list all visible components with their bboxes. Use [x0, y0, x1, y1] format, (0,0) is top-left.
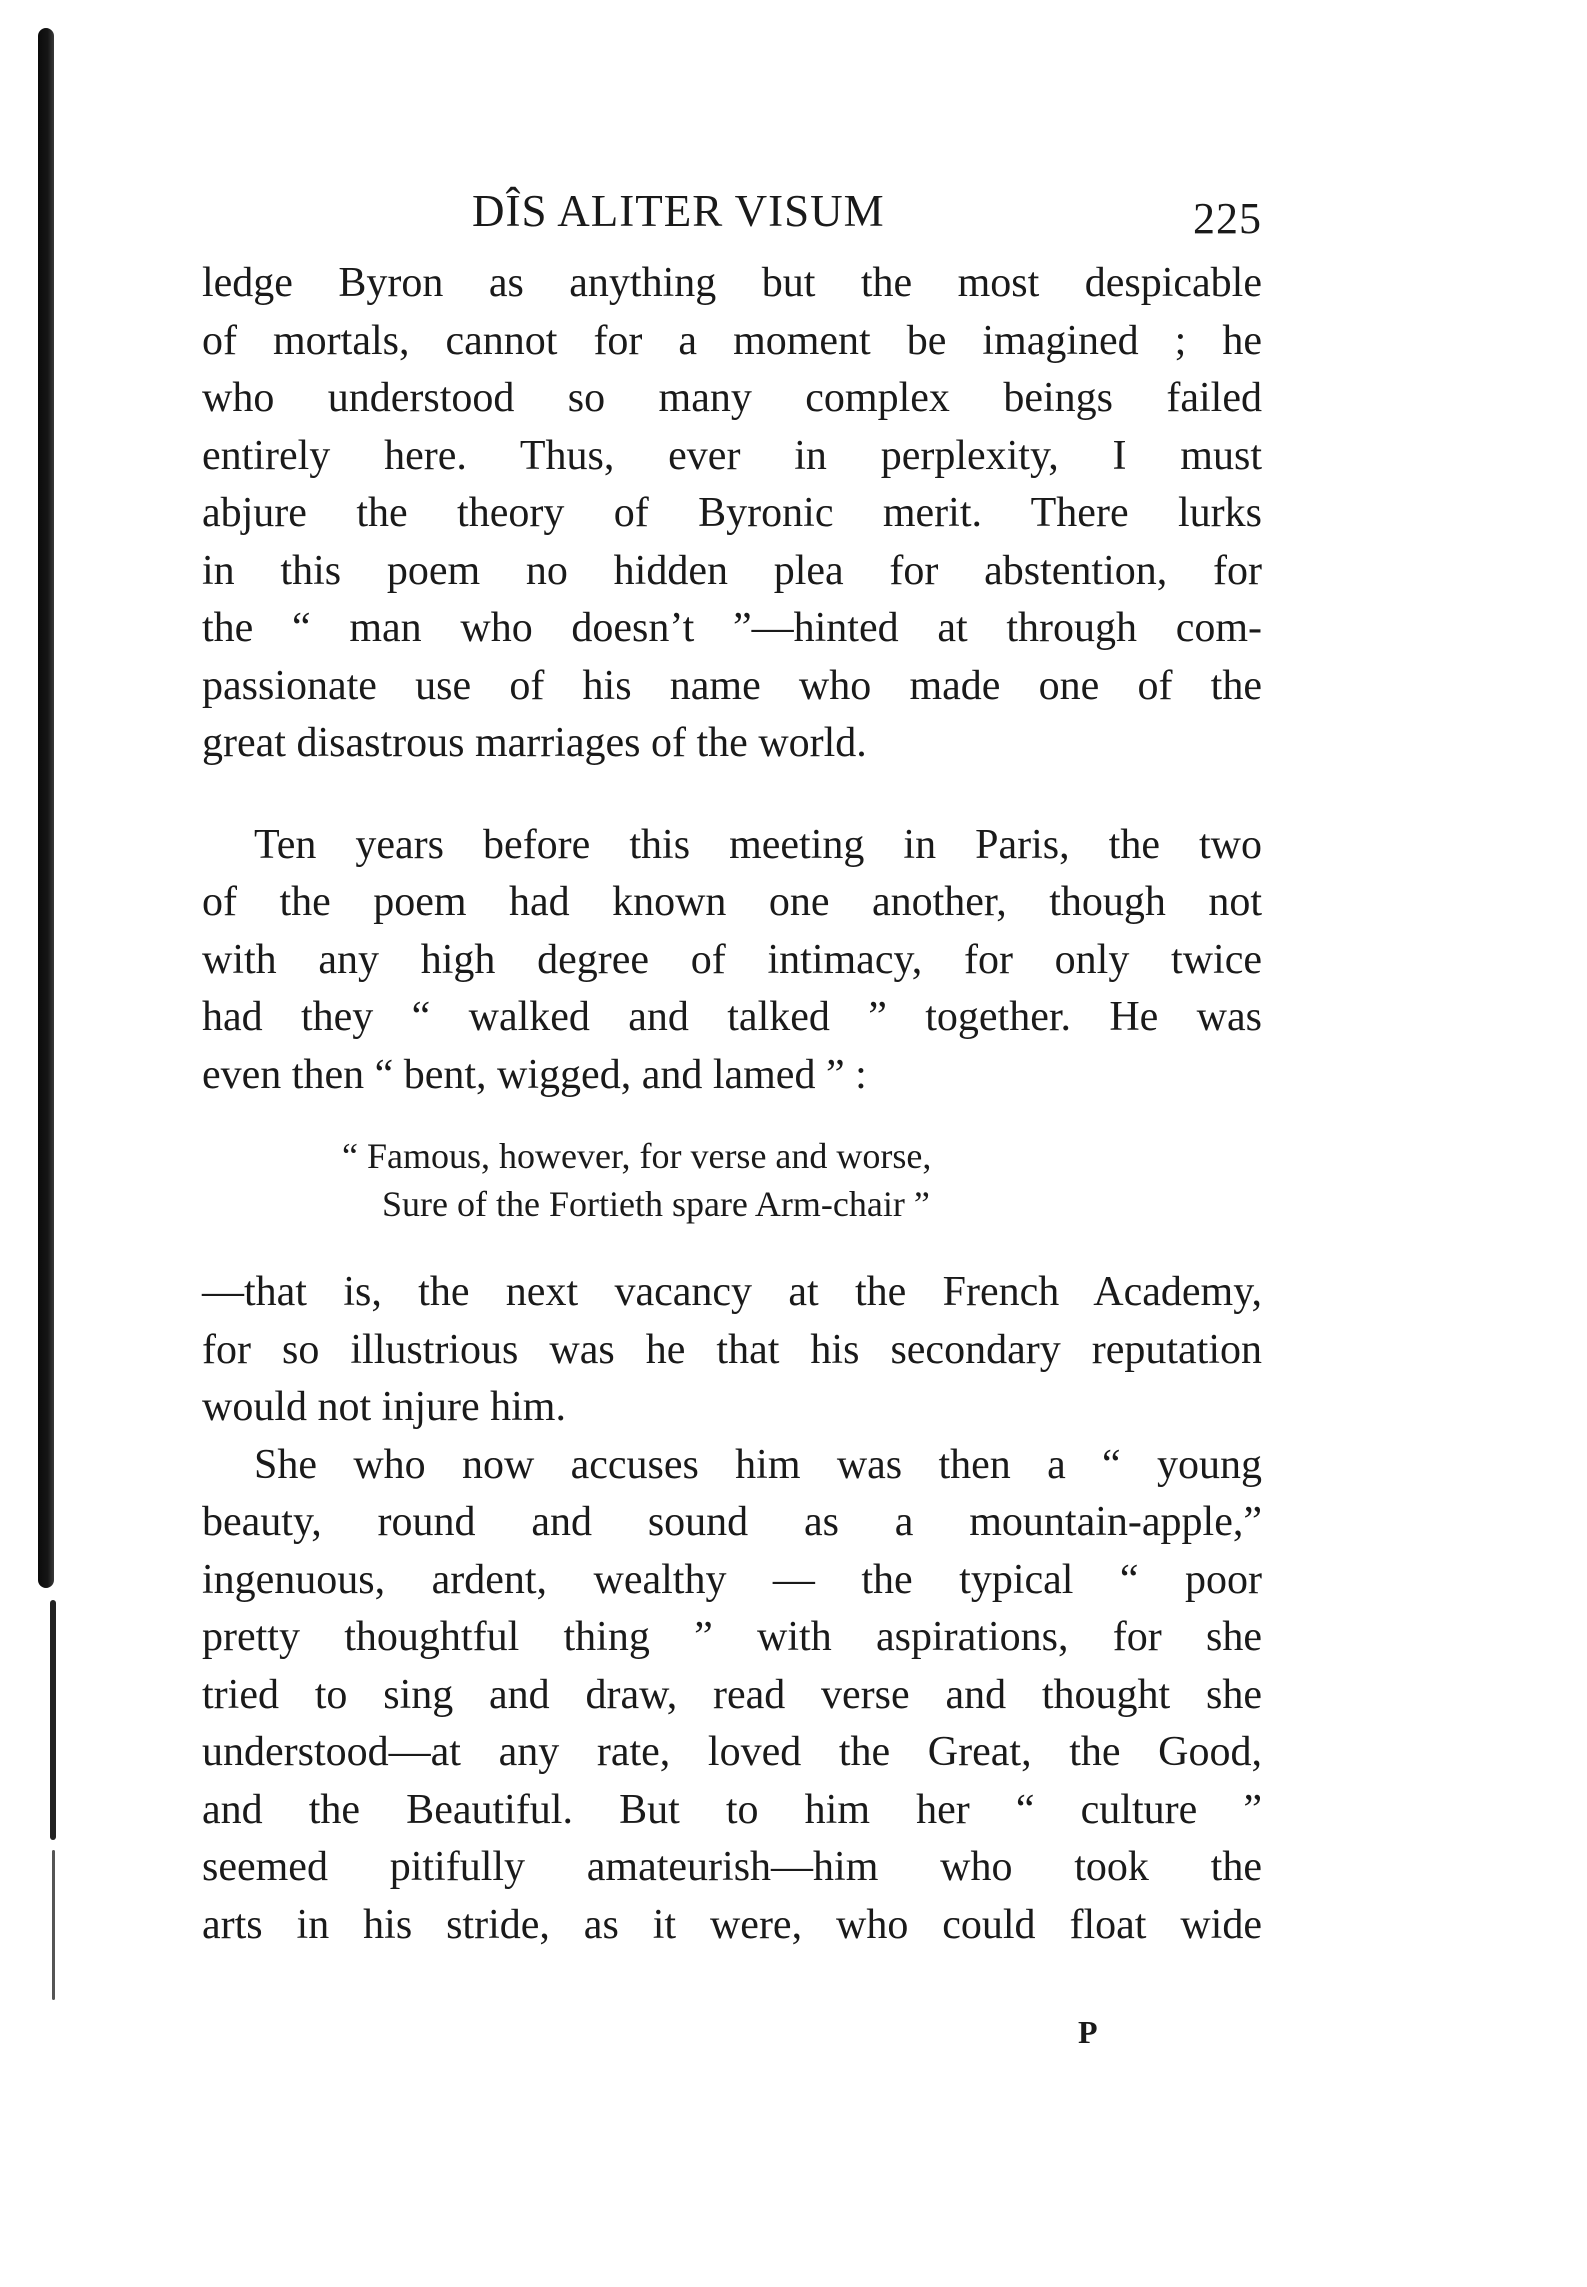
text-line: passionate use of his name who made one of the	[202, 662, 1262, 709]
text-line: of the poem had known one another, though not	[202, 879, 1262, 925]
text-line: —that is, the next vacancy at the French Academy,	[202, 1269, 1262, 1315]
paragraph-4	[202, 1437, 1262, 1955]
text-line: arts in his stride, as it were, who could float wide	[202, 1901, 1262, 1948]
text-line: ledge Byron as anything but the most despicable	[202, 260, 1262, 306]
text-line: understood—at any rate, loved the Great, the Good,	[202, 1729, 1262, 1775]
running-head	[202, 185, 1262, 255]
binding-shadow	[38, 28, 54, 1588]
verse-quotation	[342, 1132, 1262, 1228]
text-line: beauty, round and sound as a mountain-apple,”	[202, 1499, 1262, 1545]
text-line: the “ man who doesn’t ”—hinted at through com-	[202, 605, 1262, 651]
page-number: 225	[1193, 194, 1262, 243]
text-line: Ten years before this meeting in Paris, the two	[254, 821, 1262, 868]
text-line: pretty thoughtful thing ” with aspirations, for she	[202, 1614, 1262, 1660]
paragraph-3	[202, 1264, 1262, 1437]
section-break	[202, 773, 1262, 817]
text-line: abjure the theory of Byronic merit. There lurks	[202, 490, 1262, 536]
book-page	[202, 185, 1262, 1954]
binding-shadow-lower	[50, 1600, 56, 1840]
text-line: ingenuous, ardent, wealthy — the typical “ poor	[202, 1556, 1262, 1603]
verse-line: “ Famous, however, for verse and worse,	[342, 1136, 932, 1176]
text-line: who understood so many complex beings failed	[202, 375, 1262, 421]
text-line: and the Beautiful. But to him her “ culture ”	[202, 1786, 1262, 1833]
text-line: had they “ walked and talked ” together. He was	[202, 994, 1262, 1040]
text-line: for so illustrious was he that his secondary reputation	[202, 1326, 1262, 1373]
running-title: DÎS ALITER VISUM	[472, 186, 885, 236]
text-line: She who now accuses him was then a “ young	[254, 1441, 1262, 1488]
text-line: of mortals, cannot for a moment be imagined ; he	[202, 317, 1262, 364]
text-line: entirely here. Thus, ever in perplexity, I must	[202, 432, 1262, 479]
text-line: would not injure him.	[202, 1384, 566, 1430]
text-line: tried to sing and draw, read verse and thought she	[202, 1671, 1262, 1718]
signature-mark: P	[1078, 2014, 1098, 2050]
text-line: even then “ bent, wigged, and lamed ” :	[202, 1051, 867, 1098]
verse-line: Sure of the Fortieth spare Arm-chair ”	[382, 1184, 930, 1224]
text-line: in this poem no hidden plea for abstention, for	[202, 547, 1262, 594]
paragraph-2	[202, 817, 1262, 1105]
text-line: with any high degree of intimacy, for only twice	[202, 936, 1262, 983]
text-line: great disastrous marriages of the world.	[202, 720, 867, 766]
text-line: seemed pitifully amateurish—him who took the	[202, 1844, 1262, 1890]
paragraph-1	[202, 255, 1262, 773]
binding-shadow-tail	[52, 1850, 55, 2000]
